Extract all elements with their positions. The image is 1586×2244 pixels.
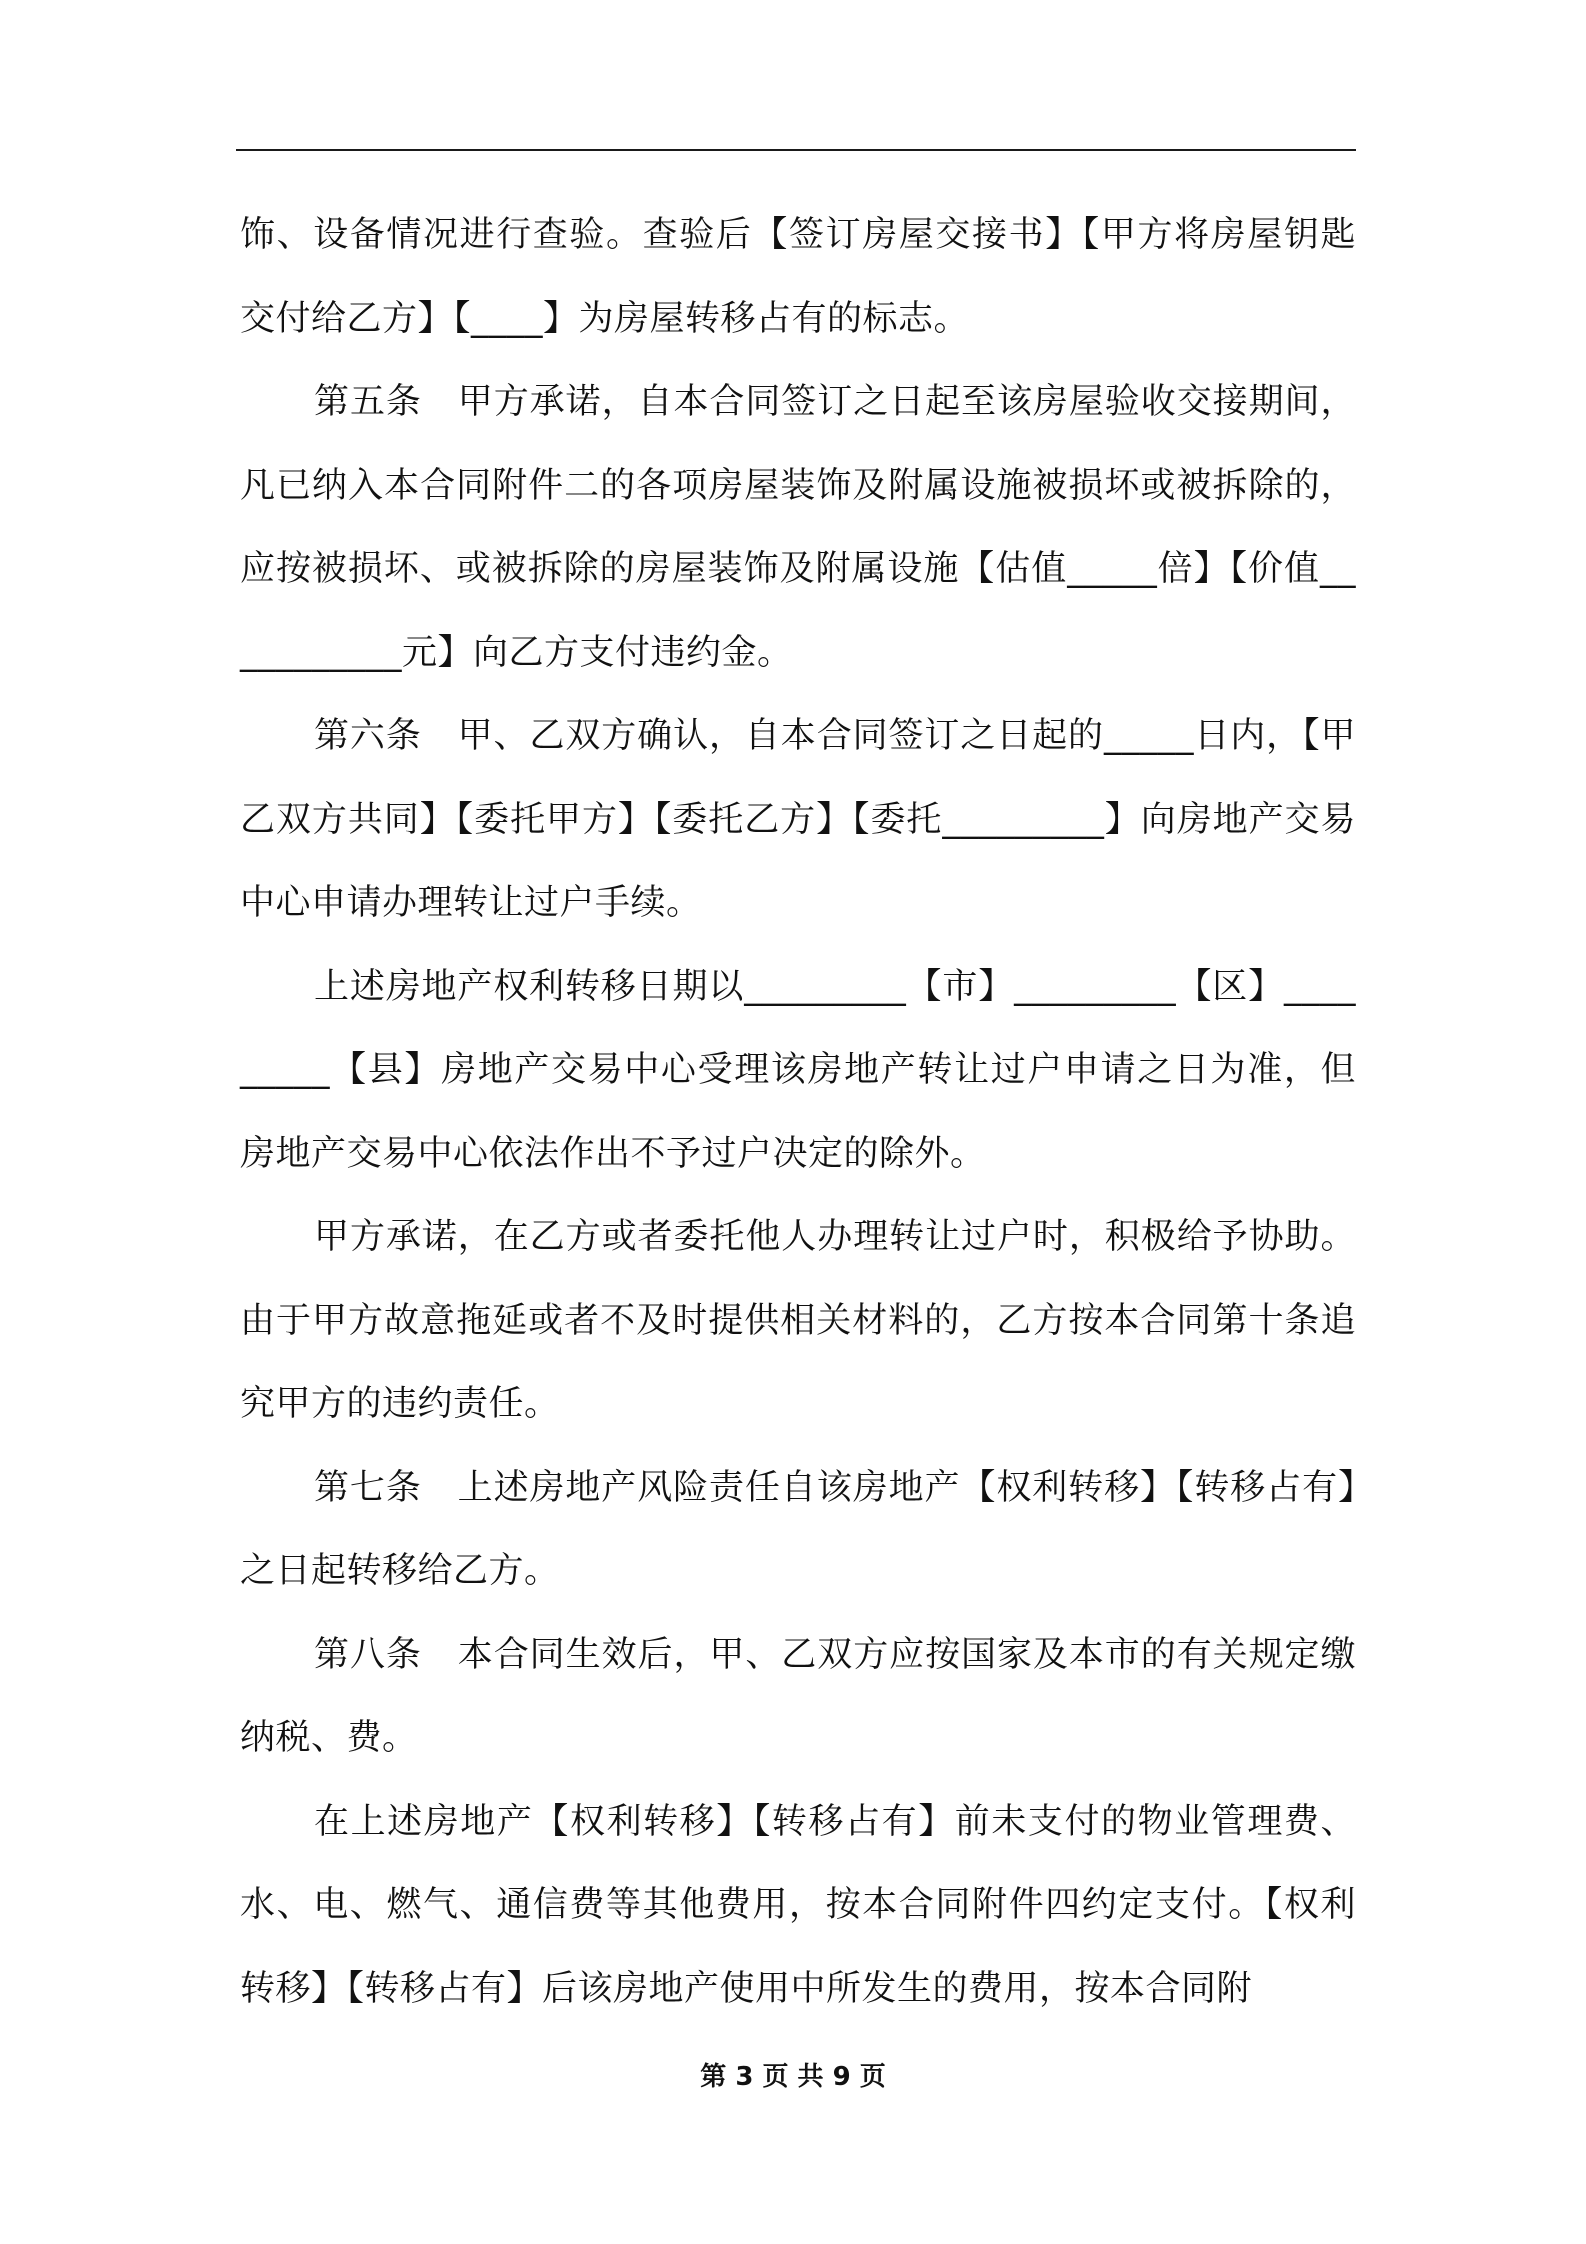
header-divider (236, 149, 1356, 151)
paragraph-transfer-date: 上述房地产权利转移日期以_________【市】_________【区】_________【县】房地产交易中心受理该房地产转让过户申请之日为准，但房地产交易中心依法作出不予过户决定的除外。 (240, 966, 1356, 1174)
paragraph-fees: 在上述房地产【权利转移】【转移占有】前未支付的物业管理费、水、电、燃气、通信费等其他费用，按本合同附件四约定支付。【权利转移】【转移占有】后该房地产使用中所发生的费用，按本合同附 (240, 1801, 1356, 2009)
paragraph-article-7: 第七条 上述房地产风险责任自该房地产【权利转移】【转移占有】之日起转移给乙方。 (240, 1467, 1356, 1591)
paragraph-article-8: 第八条 本合同生效后，甲、乙双方应按国家及本市的有关规定缴纳税、费。 (240, 1634, 1356, 1758)
document-body (240, 194, 1356, 2031)
paragraph-continuation: 饰、设备情况进行查验。查验后【签订房屋交接书】【甲方将房屋钥匙交付给乙方】【____】为房屋转移占有的标志。 (240, 215, 1356, 339)
paragraph-article-5: 第五条 甲方承诺，自本合同签订之日起至该房屋验收交接期间，凡已纳入本合同附件二的各项房屋装饰及附属设施被损坏或被拆除的，应按被损坏、或被拆除的房屋装饰及附属设施【估值_____倍】【价值___________元】向乙方支付违约金。 (240, 382, 1356, 673)
paragraph-party-a-promise: 甲方承诺，在乙方或者委托他人办理转让过户时，积极给予协助。由于甲方故意拖延或者不及时提供相关材料的，乙方按本合同第十条追究甲方的违约责任。 (240, 1217, 1356, 1424)
page-number: 第 3 页 共 9 页 (700, 2062, 886, 2092)
paragraph-article-6: 第六条 甲、乙双方确认，自本合同签订之日起的_____日内，【甲乙双方共同】【委托甲方】【委托乙方】【委托_________】向房地产交易中心申请办理转让过户手续。 (240, 716, 1356, 923)
